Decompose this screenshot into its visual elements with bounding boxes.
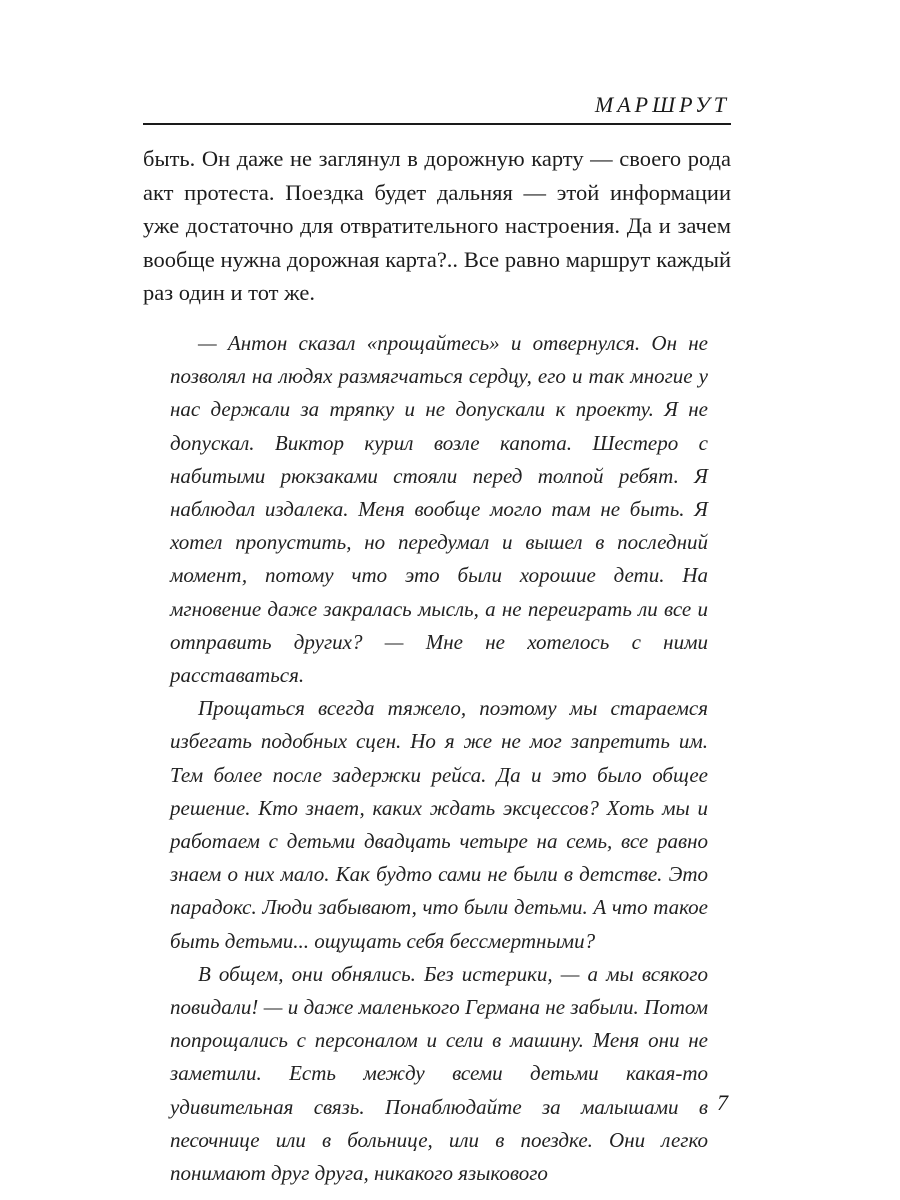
quote-paragraph-2: Прощаться всегда тяжело, поэтому мы стараемся избегать подобных сцен. Но я же не мог запретить им. Тем более после задержки рейса. Да и это было общее решение. Кто знает, каких ждать эксцессов? Хоть мы и работаем с детьми двадцать четыре на семь, все равно знаем о них мало. Как будто сами не были в детстве. Это парадокс. Люди забывают, что были детьми. А что такое быть детьми... ощущать себя бессмертными? xyxy=(170,696,708,953)
quote-paragraph-1: — Антон сказал «прощайтесь» и отвернулся. Он не позволял на людях размягчаться сердцу, его и так многие у нас держали за тряпку и не допускали к проекту. Я не допускал. Виктор курил возле капота. Шестеро с набитыми рюкзаками стояли перед толпой ребят. Я наблюдал издалека. Меня вообще могло там не быть. Я хотел пропустить, но передумал и вышел в последний момент, потому что это были хорошие дети. На мгновение даже закралась мысль, а не переиграть ли все и отправить других? — Мне не хотелось с ними расставаться. xyxy=(170,331,708,688)
page-number: 7 xyxy=(717,1090,728,1115)
quote-paragraph-3: В общем, они обнялись. Без истерики, — а мы всякого повидали! — и даже маленького Германа не забыли. Потом попрощались с персоналом и сели в машину. Меня они не заметили. Есть между всеми детьми какая-то удивительная связь. Понаблюдайте за малышами в песочнице или в больнице, или в поездке. Они легко понимают друг друга, никакого языкового xyxy=(170,961,708,1186)
running-title: МАРШРУТ xyxy=(594,92,730,117)
body-paragraph: быть. Он даже не заглянул в дорожную карту — своего рода акт протеста. Поездка будет дальняя — этой информации уже достаточно для отвратительного настроения. Да и зачем вообще нужна дорожная карта?.. Все равно маршрут каждый раз один и тот же. xyxy=(143,146,731,305)
italic-quote-block xyxy=(170,327,708,1190)
header-rule xyxy=(143,123,731,125)
